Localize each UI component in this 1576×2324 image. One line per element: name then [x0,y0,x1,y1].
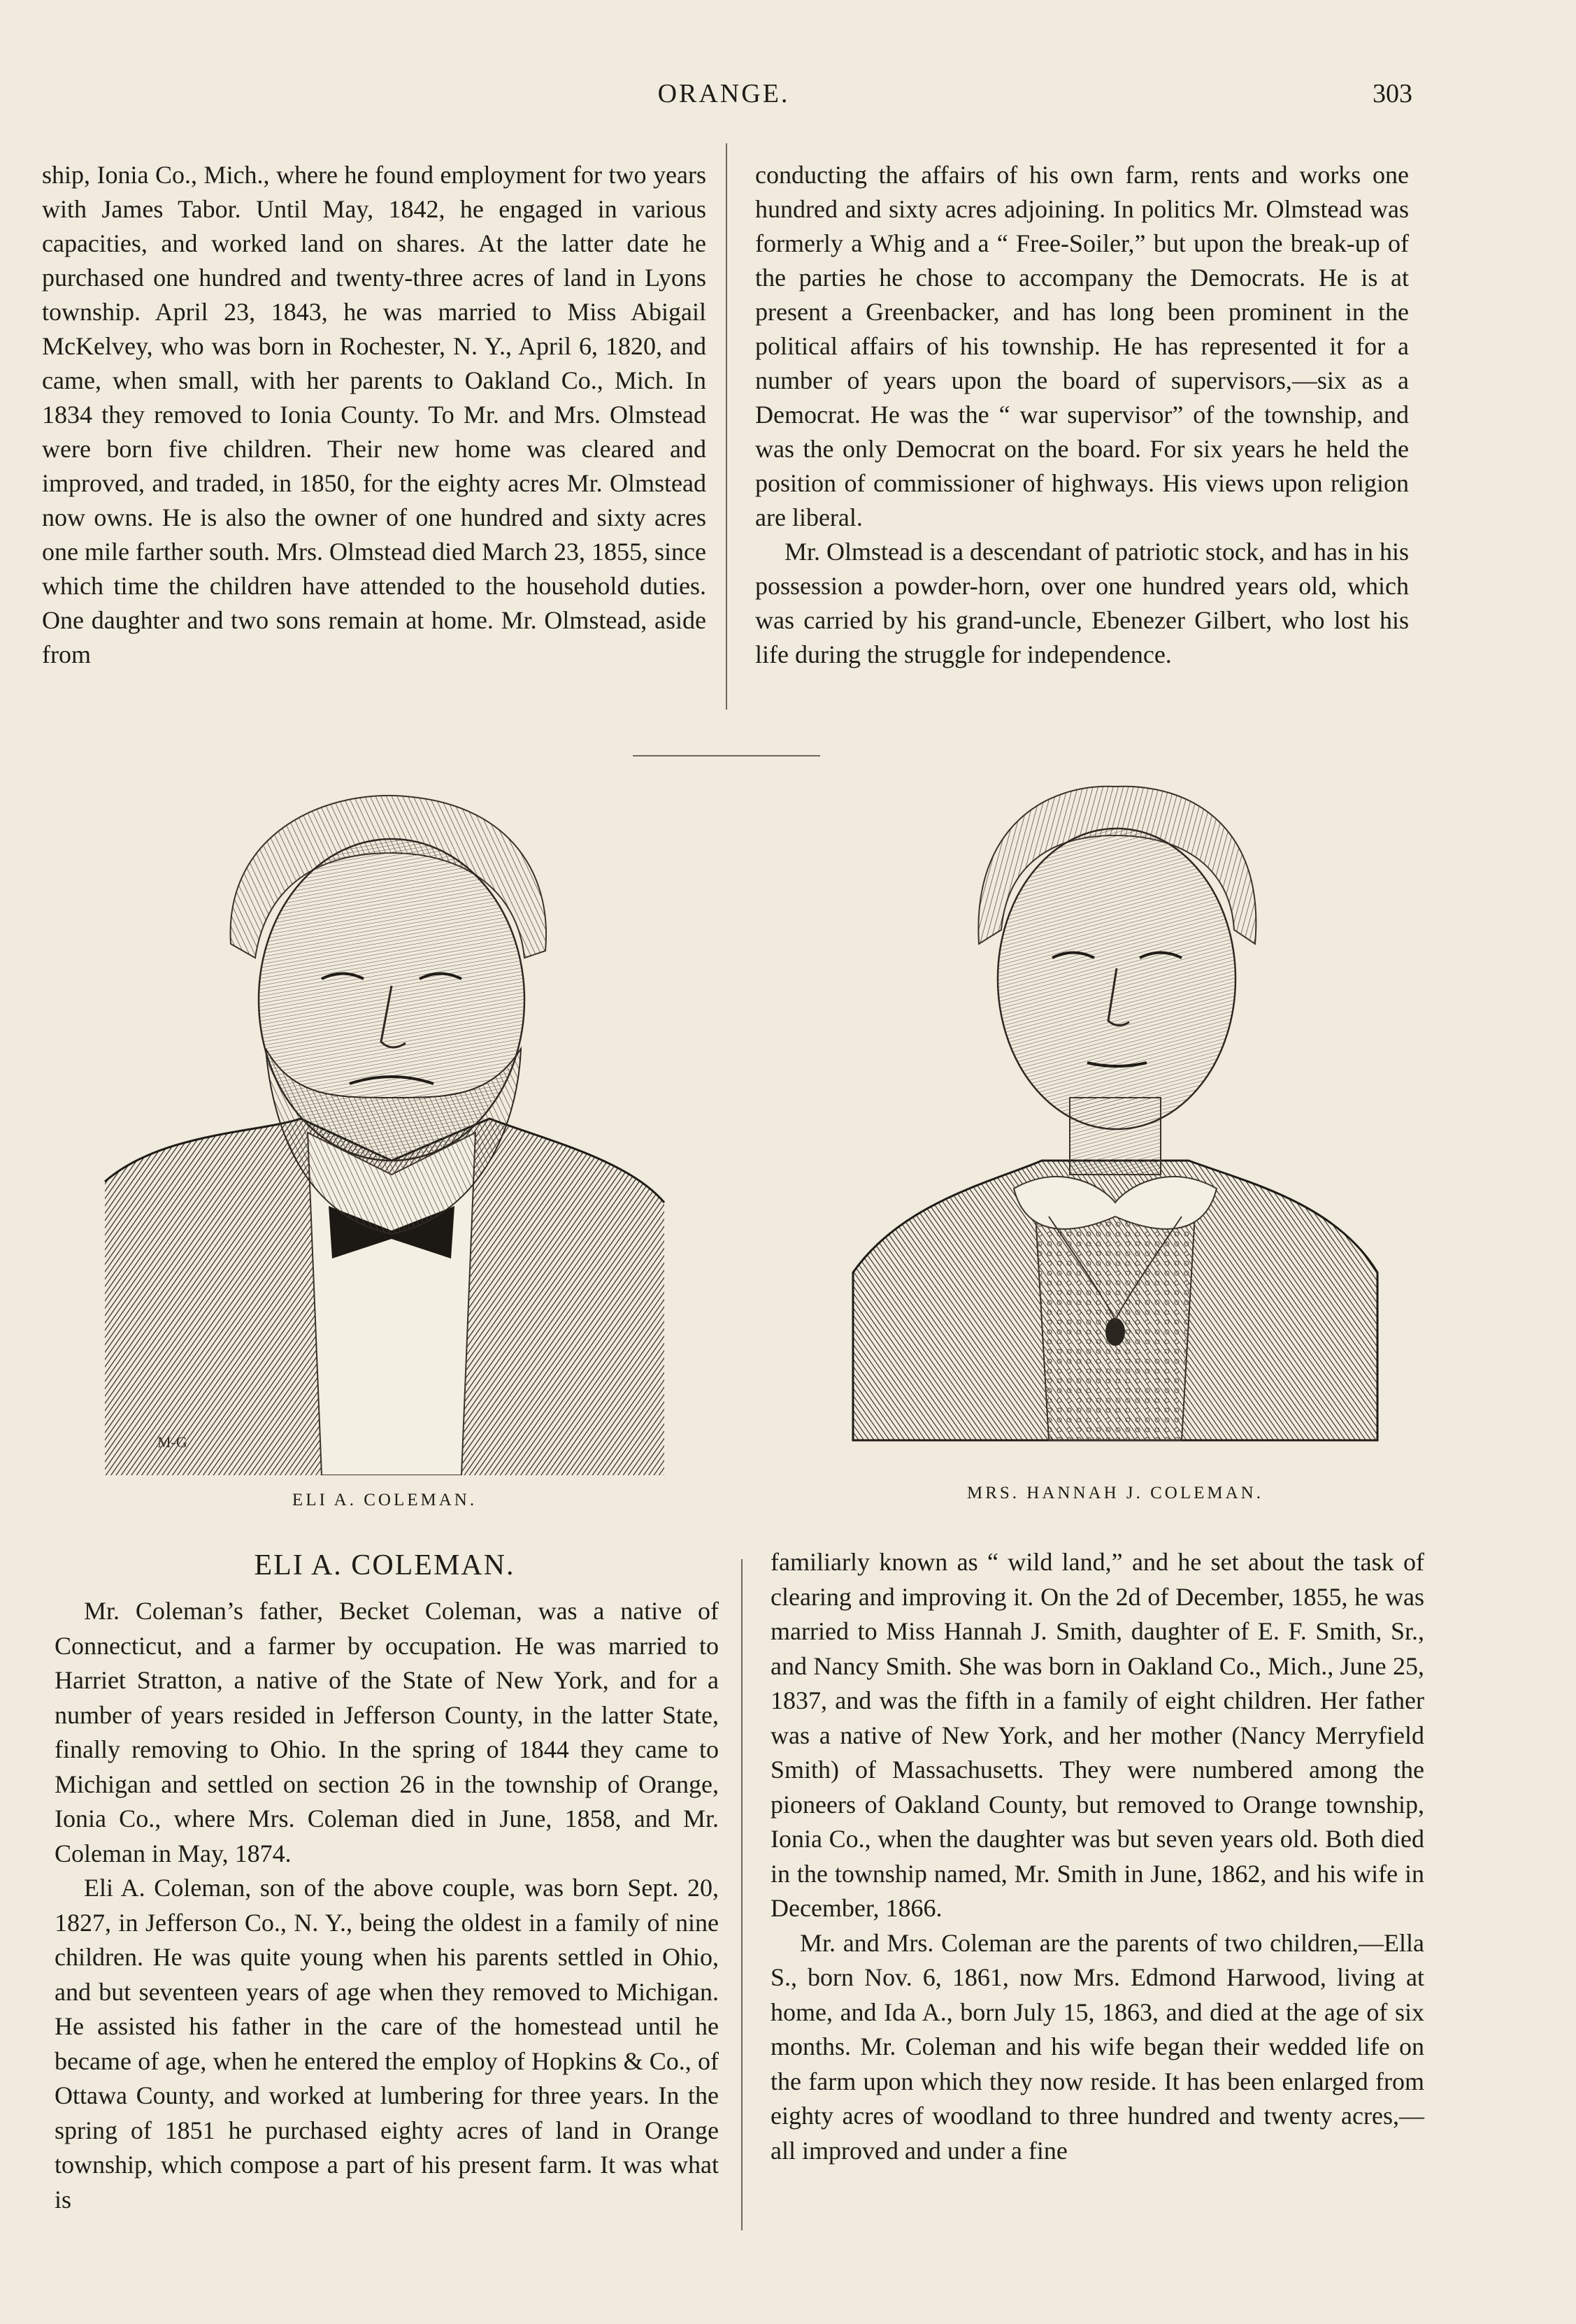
upper-left-column [42,158,706,672]
portrait-eli-coleman [98,769,671,1475]
paragraph: Mr. Coleman’s father, Becket Coleman, was a native of Connecticut, and a farmer by occupation. He was married to Harriet Stratton, a native of the State of New York, and for a number of years resided in Jefferson County, in the latter State, finally removing to Ohio. In the spring of 1844 they came to Michigan and settled on section 26 in the township of Orange, Ionia Co., where Mrs. Coleman died in June, 1858, and Mr. Coleman in May, 1874. [55,1597,719,1867]
engraver-mark: M-G [157,1433,187,1451]
upper-right-column [755,158,1409,672]
portrait-hannah-coleman [839,769,1391,1475]
paragraph: familiarly known as “ wild land,” and he set about the task of clearing and improving it. On the 2d of December, 1855, he was married to Miss Hannah J. Smith, daughter of E. F. Smith, Sr., and Nancy Smith. She was born in Oakland Co., Mich., June 25, 1837, and was the fifth in a family of eight children. Her father was a native of New York, and her mother (Nancy Merryfield Smith) of Massachusetts. They were numbered among the pioneers of Oakland County, but removed to Orange township, Ionia Co., when the daughter was but seven years old. Both died in the township named, Mr. Smith in June, 1862, and his wife in December, 1866. [771,1548,1424,1922]
page-number: 303 [1373,79,1412,108]
section-rule [633,755,820,756]
portrait-caption-left: ELI A. COLEMAN. [292,1491,478,1509]
lower-right-column [771,1545,1424,2168]
running-title: ORANGE. [657,79,790,108]
paragraph: conducting the affairs of his own farm, rents and works one hundred and sixty acres adjoining. In politics Mr. Olmstead was formerly a Whig and a “ Free-Soiler,” but upon the break-up of the parties he chose to accompany the Democrats. He is at present a Greenbacker, and has long been prominent in the political affairs of his township. He has represented it for a number of years upon the board of supervisors,—six as a Democrat. He was the “ war supervisor” of the township, and was the only Democrat on the board. For six years he held the position of commissioner of highways. His views upon religion are liberal. [755,161,1409,531]
section-heading: ELI A. COLEMAN. [254,1549,515,1581]
paragraph: Mr. and Mrs. Coleman are the parents of two children,—Ella S., born Nov. 6, 1861, now Mrs. Edmond Harwood, living at home, and Ida A., born July 15, 1863, and died at the age of six months. Mr. Coleman and his wife began their wedded life on the farm upon which they now reside. It has been enlarged from eighty acres of woodland to three hundred and twenty acres,—all improved and under a fine [771,1928,1424,2165]
portrait-caption-right: MRS. HANNAH J. COLEMAN. [967,1484,1263,1502]
column-divider [741,1559,743,2230]
running-head [0,78,1576,120]
column-divider [726,143,727,710]
paragraph: Mr. Olmstead is a descendant of patriotic stock, and has in his possession a powder-horn, over one hundred years old, which was carried by his grand-uncle, Ebenezer Gilbert, who lost his life during the struggle for independence. [755,538,1409,668]
lower-left-column [55,1594,719,2217]
paragraph: ship, Ionia Co., Mich., where he found employment for two years with James Tabor. Until May, 1842, he engaged in various capacities, and worked land on shares. At the latter date he purchased one hundred and twenty-three acres of land in Lyons township. April 23, 1843, he was married to Miss Abigail McKelvey, who was born in Rochester, N. Y., April 6, 1820, and came, when small, with her parents to Oakland Co., Mich. In 1834 they removed to Ionia County. To Mr. and Mrs. Olmstead were born five children. Their new home was cleared and improved, and traded, in 1850, for the eighty acres Mr. Olmstead now owns. He is also the owner of one hundred and sixty acres one mile farther south. Mrs. Olmstead died March 23, 1855, since which time the children have attended to the household duties. One daughter and two sons remain at home. Mr. Olmstead, aside from [42,161,706,668]
paragraph: Eli A. Coleman, son of the above couple, was born Sept. 20, 1827, in Jefferson Co., N. Y., being the oldest in a family of nine children. He was quite young when his parents settled in Ohio, and but seventeen years of age when they removed to Michigan. He assisted his father in the care of the homestead until he became of age, when he entered the employ of Hopkins & Co., of Ottawa County, and worked at lumbering for three years. In the spring of 1851 he purchased eighty acres of land in Orange township, which compose a part of his present farm. It was what is [55,1874,719,2214]
